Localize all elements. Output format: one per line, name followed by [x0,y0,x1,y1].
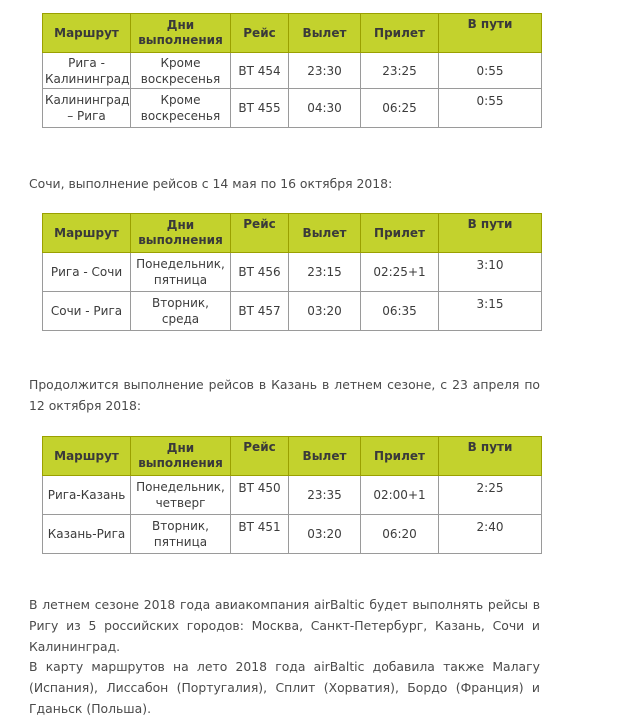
header-flight: Рейс [231,14,289,53]
kaliningrad-schedule-table [42,13,542,128]
cell-duration: 3:10 [439,253,542,292]
cell-duration: 3:15 [439,292,542,331]
header-duration: В пути [439,437,542,476]
header-duration: В пути [439,14,542,53]
cell-arrival: 06:25 [361,89,439,128]
cell-days: Кроме воскресенья [131,53,231,89]
cell-days: Понедельник, пятница [131,253,231,292]
header-duration: В пути [439,214,542,253]
header-flight: Рейс [231,437,289,476]
table-row [43,253,542,292]
header-departure: Вылет [289,214,361,253]
cell-flight: BT 451 [231,515,289,554]
cell-departure: 23:30 [289,53,361,89]
table-header-row [43,14,542,53]
header-departure: Вылет [289,14,361,53]
cell-flight: BT 455 [231,89,289,128]
table-row [43,53,542,89]
summer-season-paragraph: В летнем сезоне 2018 года авиакомпания airBaltic будет выполнять рейсы в Ригу из 5 российских городов: Москва, Санкт-Петербург, Казань, Сочи и Калининград. [29,597,540,654]
cell-arrival: 02:25+1 [361,253,439,292]
table-row [43,89,542,128]
cell-departure: 04:30 [289,89,361,128]
kazan-intro-text: Продолжится выполнение рейсов в Казань в летнем сезоне, с 23 апреля по 12 октября 2018: [29,377,540,413]
cell-route: Рига - Сочи [43,253,131,292]
table-header-row [43,437,542,476]
header-arrival: Прилет [361,214,439,253]
header-days: Дни выполнения [131,437,231,476]
cell-flight: BT 454 [231,53,289,89]
cell-duration: 0:55 [439,53,542,89]
kazan-schedule-table [42,436,542,554]
cell-route: Калининград – Рига [43,89,131,128]
cell-departure: 03:20 [289,292,361,331]
cell-duration: 2:40 [439,515,542,554]
header-arrival: Прилет [361,14,439,53]
cell-arrival: 02:00+1 [361,476,439,515]
header-departure: Вылет [289,437,361,476]
cell-flight: BT 457 [231,292,289,331]
header-route: Маршрут [43,214,131,253]
sochi-intro-text: Сочи, выполнение рейсов с 14 мая по 16 октября 2018: [29,176,393,191]
table-row [43,292,542,331]
header-flight: Рейс [231,214,289,253]
table-row [43,476,542,515]
cell-days: Вторник, среда [131,292,231,331]
header-arrival: Прилет [361,437,439,476]
cell-departure: 23:15 [289,253,361,292]
cell-arrival: 06:20 [361,515,439,554]
cell-duration: 2:25 [439,476,542,515]
cell-departure: 23:35 [289,476,361,515]
cell-arrival: 23:25 [361,53,439,89]
table-row [43,515,542,554]
sochi-schedule-table [42,213,542,331]
table-header-row [43,214,542,253]
header-route: Маршрут [43,437,131,476]
cell-route: Рига - Калининград [43,53,131,89]
cell-route: Рига-Казань [43,476,131,515]
cell-duration: 0:55 [439,89,542,128]
cell-days: Кроме воскресенья [131,89,231,128]
cell-arrival: 06:35 [361,292,439,331]
cell-departure: 03:20 [289,515,361,554]
cell-route: Казань-Рига [43,515,131,554]
header-days: Дни выполнения [131,14,231,53]
header-route: Маршрут [43,14,131,53]
cell-days: Вторник, пятница [131,515,231,554]
route-map-paragraph: В карту маршрутов на лето 2018 года airBaltic добавила также Малагу (Испания), Лиссабон (Португалия), Сплит (Хорватия), Бордо (Франция) и Гданьск (Польша). [29,659,540,716]
cell-route: Сочи - Рига [43,292,131,331]
cell-flight: BT 456 [231,253,289,292]
cell-flight: BT 450 [231,476,289,515]
cell-days: Понедельник, четверг [131,476,231,515]
header-days: Дни выполнения [131,214,231,253]
